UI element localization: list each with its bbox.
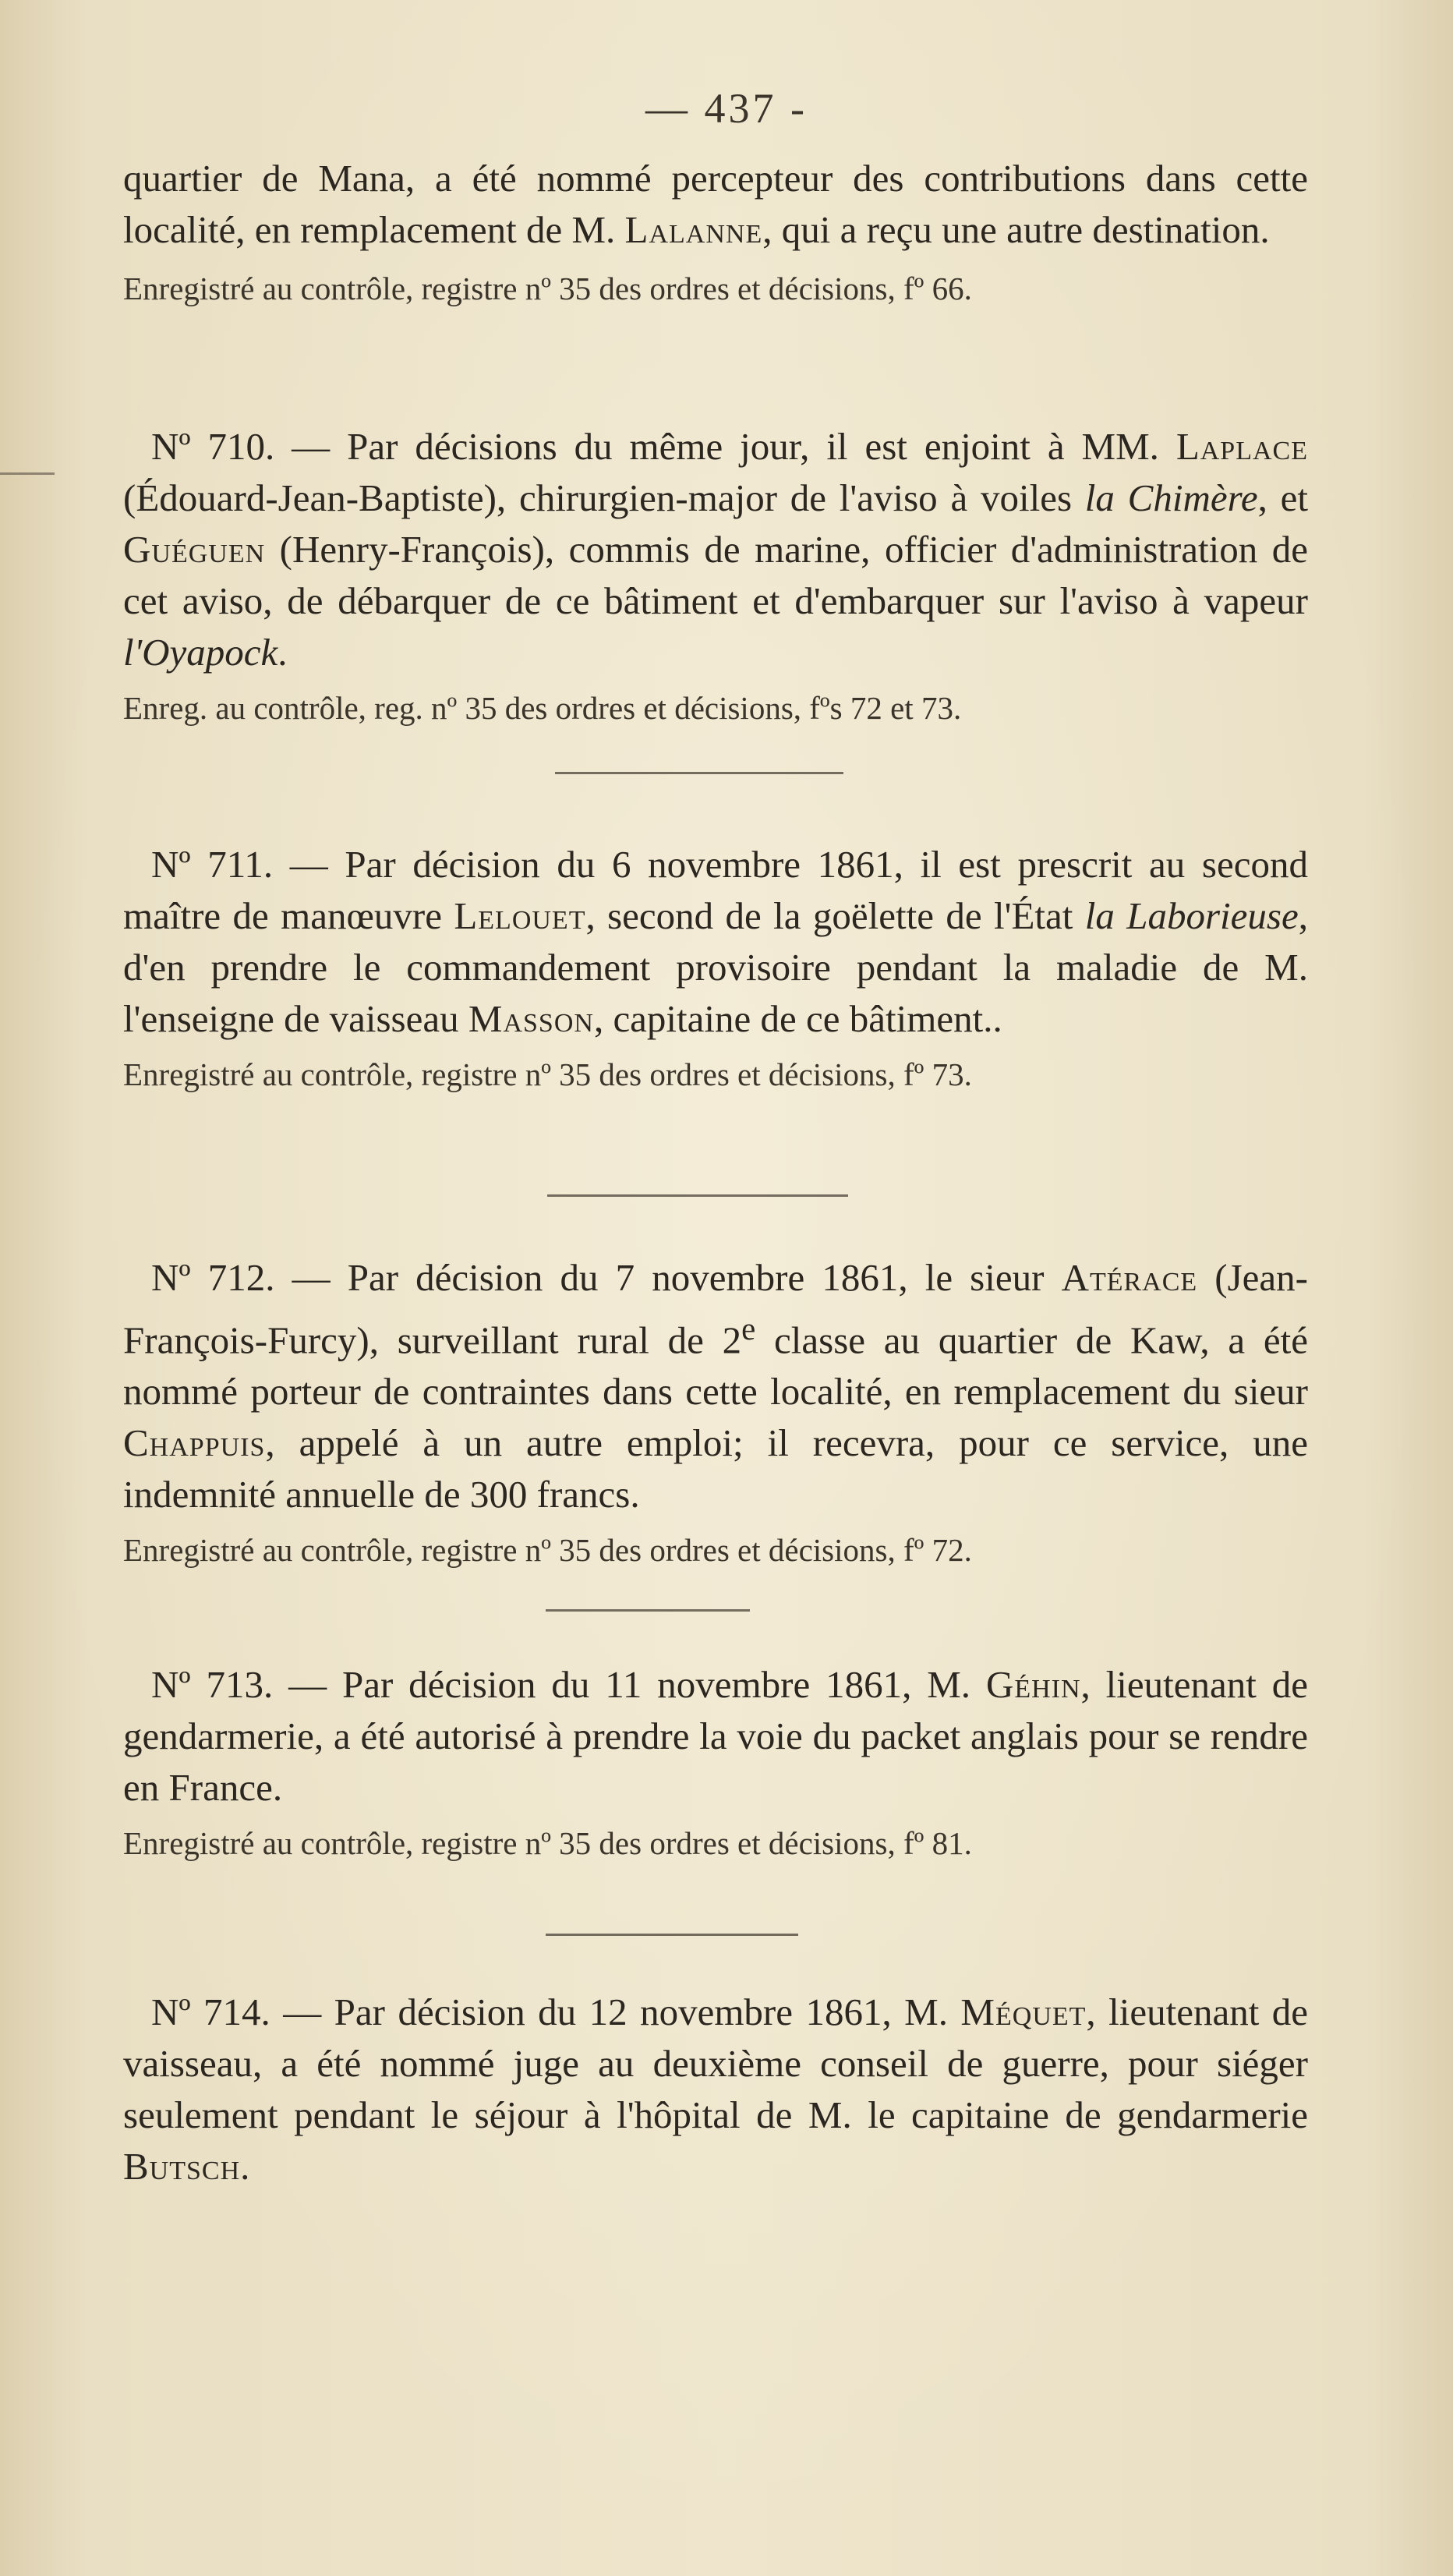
person-name: Lelouet xyxy=(454,894,586,937)
ship-name: l'Oyapock xyxy=(123,631,278,674)
person-name: Masson xyxy=(468,997,594,1040)
decision-paragraph: Nº 711. — Par décision du 6 novembre 1861, il est prescrit au second maître de manœuvre Lelouet, second de la goëlette de l'État la Laborieuse, d'en prendre le commandement provisoire pendant la maladie de M. l'enseigne de vaisseau Masson, capitaine de ce bâtiment.. xyxy=(123,843,1308,1040)
registration-note: Enregistré au contrôle, registre nº 35 des ordres et décisions, fº 66. xyxy=(123,271,972,306)
person-name: Atérace xyxy=(1061,1256,1198,1299)
intro-paragraph: quartier de Mana, a été nommé percepteur des contributions dans cette localité, en remplacement de M. Lalanne, qui a reçu une autre destination. xyxy=(123,157,1308,251)
decision-714 xyxy=(123,1987,1308,2192)
page-number: — 437 - xyxy=(645,85,808,132)
decision-number: Nº 712. xyxy=(151,1256,275,1299)
margin-mark xyxy=(0,472,55,475)
section-divider xyxy=(546,1609,750,1612)
decision-711 xyxy=(123,839,1308,1096)
person-name: Guéguen xyxy=(123,528,266,571)
registration-note: Enregistré au contrôle, registre nº 35 des ordres et décisions, fº 73. xyxy=(123,1056,972,1092)
person-name: Méquet xyxy=(960,1990,1087,2033)
registration-note: Enreg. au contrôle, reg. nº 35 des ordres et décisions, fºs 72 et 73. xyxy=(123,690,962,726)
decision-710 xyxy=(123,421,1308,730)
decision-number: Nº 713. xyxy=(151,1663,274,1706)
decision-paragraph: Nº 713. — Par décision du 11 novembre 1861, M. Géhin, lieutenant de gendarmerie, a été autorisé à prendre la voie du packet anglais pour se rendre en France. xyxy=(123,1663,1308,1809)
decision-paragraph: Nº 710. — Par décisions du même jour, il est enjoint à MM. Laplace (Édouard-Jean-Baptiste), chirurgien-major de l'aviso à voiles la Chimère, et Guéguen (Henry-François), commis de marine, officier d'administration de cet aviso, de débarquer de ce bâtiment et d'embarquer sur l'aviso à vapeur l'Oyapock. xyxy=(123,425,1308,674)
person-name: Butsch xyxy=(123,2145,241,2188)
person-name: Géhin xyxy=(985,1663,1081,1706)
section-divider xyxy=(546,1934,798,1936)
person-name: Chappuis xyxy=(123,1421,266,1465)
registration-note: Enregistré au contrôle, registre nº 35 des ordres et décisions, fº 72. xyxy=(123,1532,972,1569)
decision-713 xyxy=(123,1659,1308,1865)
person-name: Laplace xyxy=(1175,425,1308,468)
decision-paragraph: Nº 712. — Par décision du 7 novembre 1861, le sieur Atérace (Jean-François-Furcy), surveillant rural de 2e classe au quartier de Kaw, a été nommé porteur de contraintes dans cette localité, en remplacement du sieur Chappuis, appelé à un autre emploi; il recevra, pour ce service, une indemnité annuelle de 300 francs. xyxy=(123,1256,1308,1516)
decision-712 xyxy=(123,1252,1308,1572)
decision-number: Nº 711. xyxy=(151,843,274,886)
registration-note: Enregistré au contrôle, registre nº 35 des ordres et décisions, fº 81. xyxy=(123,1825,972,1861)
decision-number: Nº 714. xyxy=(151,1990,270,2033)
section-divider xyxy=(555,772,843,774)
ship-name: la Laborieuse xyxy=(1084,894,1299,937)
intro-section xyxy=(123,153,1308,310)
section-divider xyxy=(547,1194,848,1197)
person-name: Lalanne xyxy=(624,208,763,251)
ship-name: la Chimère xyxy=(1084,476,1258,519)
decision-number: Nº 710. xyxy=(151,425,275,468)
decision-paragraph: Nº 714. — Par décision du 12 novembre 1861, M. Méquet, lieutenant de vaisseau, a été nommé juge au deuxième conseil de guerre, pour siéger seulement pendant le séjour à l'hôpital de M. le capitaine de gendarmerie Butsch. xyxy=(123,1990,1308,2188)
